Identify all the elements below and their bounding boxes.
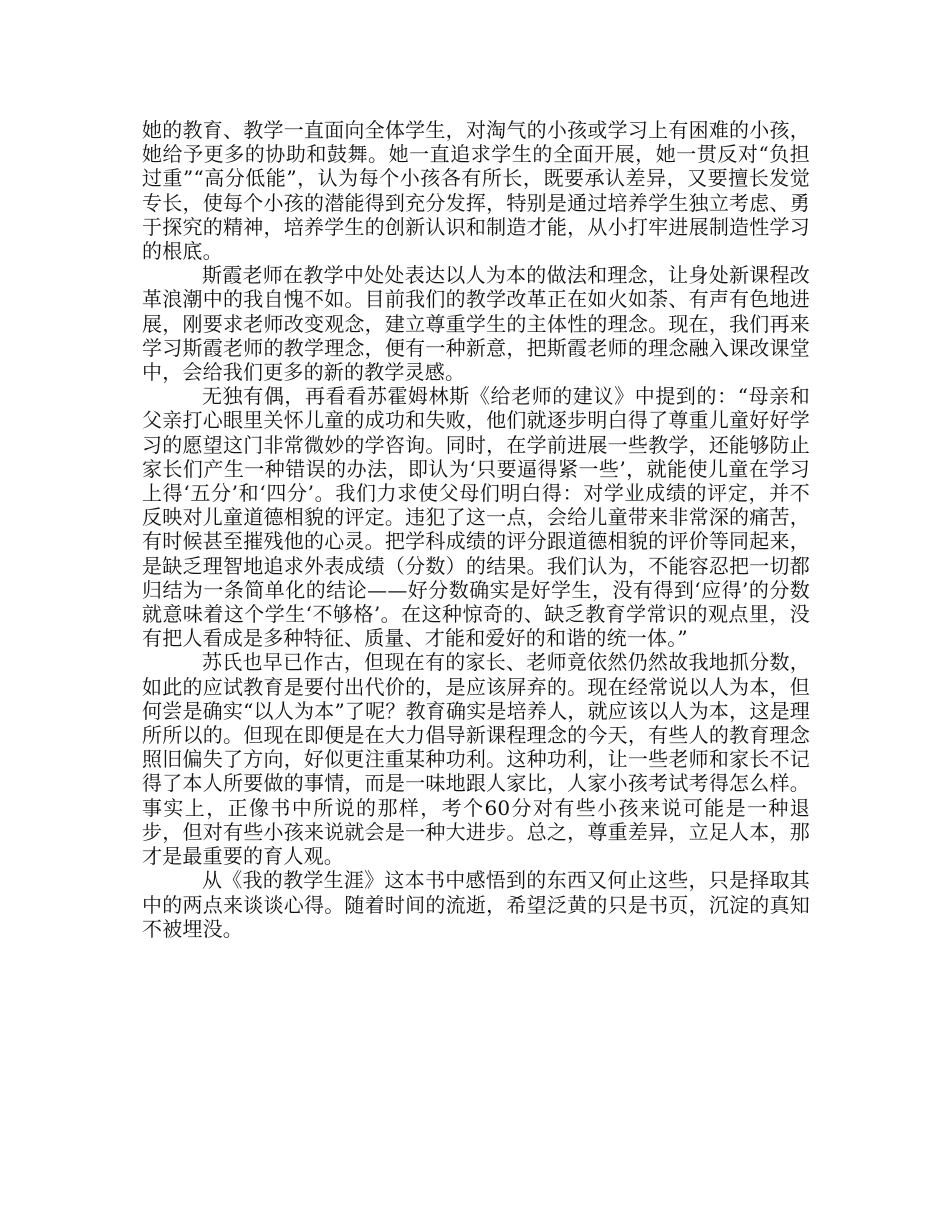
- paragraph-3: 无独有偶，再看看苏霍姆林斯《给老师的建议》中提到的：“母亲和父亲打心眼里关怀儿童的成功和失败，他们就逐步明白得了尊重儿童好好学习的愿望这门非常微妙的学咨询。同时，在学前进展一些教学，还能够防止家长们产生一种错误的办法，即认为‘只要逼得紧一些’，就能使儿童在学习上得‘五分’和‘四分’。我们力求使父母们明白得：对学业成绩的评定，并不反映对儿童道德相貌的评定。违犯了这一点，会给儿童带来非常深的痛苦，有时候甚至摧残他的心灵。把学科成绩的评分跟道德相貌的评价等同起来，是缺乏理智地追求外表成绩（分数）的结果。我们认为，不能容忍把一切都归结为一条简单化的结论——好分数确实是好学生，没有得到‘应得’的分数就意味着这个学生‘不够格’。在这种惊奇的、缺乏教育学常识的观点里，没有把人看成是多种特征、质量、才能和爱好的和谐的统一体。”: [142, 384, 810, 651]
- paragraph-1: 她的教育、教学一直面向全体学生，对淘气的小孩或学习上有困难的小孩，她给予更多的协助和鼓舞。她一直追求学生的全面开展，她一贯反对“负担过重”“高分低能”，认为每个小孩各有所长，既要承认差异，又要擅长发觉专长，使每个小孩的潜能得到充分发挥，特别是通过培养学生独立考虑、勇于探究的精神，培养学生的创新认识和制造才能，从小打牢进展制造性学习的根底。: [142, 118, 810, 264]
- document-page: [142, 118, 810, 941]
- paragraph-2: 斯霞老师在教学中处处表达以人为本的做法和理念，让身处新课程改革浪潮中的我自愧不如。目前我们的教学改革正在如火如荼、有声有色地进展，刚要求老师改变观念，建立尊重学生的主体性的理念。现在，我们再来学习斯霞老师的教学理念，便有一种新意，把斯霞老师的理念融入课改课堂中，会给我们更多的新的教学灵感。: [142, 263, 810, 385]
- paragraph-5: 从《我的教学生涯》这本书中感悟到的东西又何止这些，只是择取其中的两点来谈谈心得。随着时间的流逝，希望泛黄的只是书页，沉淀的真知不被埋没。: [142, 868, 810, 941]
- paragraph-4: 苏氏也早已作古，但现在有的家长、老师竟依然仍然故我地抓分数，如此的应试教育是要付出代价的，是应该屏弃的。现在经常说以人为本，但何尝是确实“以人为本”了呢？教育确实是培养人，就应该以人为本，这是理所所以的。但现在即便是在大力倡导新课程理念的今天，有些人的教育理念照旧偏失了方向，好似更注重某种功利。这种功利，让一些老师和家长不记得了本人所要做的事情，而是一味地跟人家比，人家小孩考试考得怎么样。事实上，正像书中所说的那样，考个60分对有些小孩来说可能是一种退步，但对有些小孩来说就会是一种大进步。总之，尊重差异，立足人本，那才是最重要的育人观。: [142, 650, 810, 869]
